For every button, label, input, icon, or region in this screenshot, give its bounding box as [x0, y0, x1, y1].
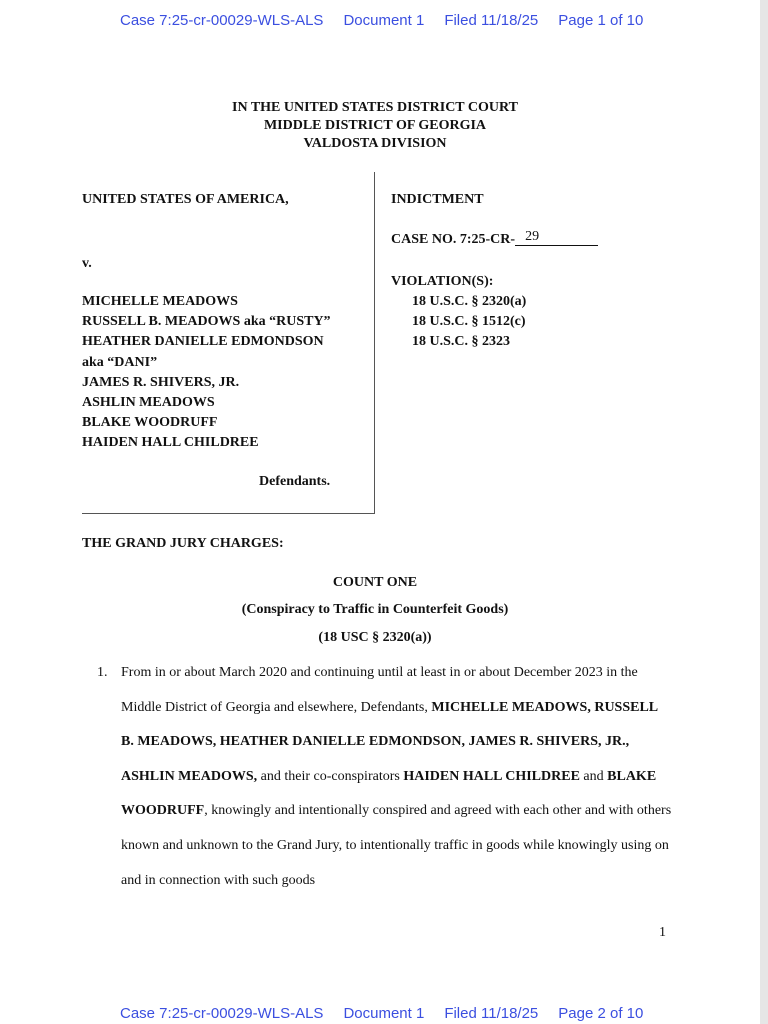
- defendant-name: HAIDEN HALL CHILDREE: [82, 435, 259, 451]
- defendant-name: aka “DANI”: [82, 354, 158, 370]
- grand-jury-charges-heading: THE GRAND JURY CHARGES:: [82, 536, 284, 551]
- case-number-label: CASE NO. 7:25-CR-: [391, 232, 516, 247]
- paragraph-text: From in or about March 2020 and continuing until at least in or about December 2023 in the Middle District of Georgia and elsewhere, Defendants,: [121, 665, 638, 715]
- defendant-list: [82, 292, 331, 454]
- caption-divider-horizontal: [82, 513, 375, 514]
- paragraph-text: , knowingly and intentionally conspired and agreed with each other and with others known and unknown to the Grand Jury, to intentionally traffic in goods while knowingly using on and in connection with such goods: [121, 803, 672, 888]
- defendant-name: ASHLIN MEADOWS: [82, 395, 215, 411]
- violations-label: VIOLATION(S):: [391, 274, 494, 289]
- stamp-filed-date: Filed 11/18/25: [444, 12, 539, 29]
- stamp-page-number: Page 2 of 10: [558, 1005, 644, 1022]
- defendant-name: MICHELLE MEADOWS: [82, 294, 238, 309]
- paragraph-bold-names: BLAKE WOODRUFF: [121, 768, 657, 819]
- header-filing-stamp: [0, 12, 768, 29]
- court-division: VALDOSTA DIVISION: [303, 136, 447, 151]
- paragraph-1: [97, 656, 672, 898]
- court-name: IN THE UNITED STATES DISTRICT COURT: [232, 100, 518, 115]
- statute-item: 18 U.S.C. § 1512(c): [412, 314, 526, 329]
- court-heading: [0, 99, 750, 153]
- stamp-page-number: Page 1 of 10: [558, 12, 644, 29]
- violations-block: [391, 272, 526, 352]
- paragraph-number: 1.: [97, 665, 108, 680]
- count-title: COUNT ONE: [332, 575, 418, 590]
- statute-item: 18 U.S.C. § 2320(a): [412, 294, 527, 309]
- count-statute: (18 USC § 2320(a)): [318, 630, 432, 645]
- defendant-name: RUSSELL B. MEADOWS aka “RUSTY”: [82, 314, 331, 330]
- paragraph-text: and their co-conspirators: [257, 768, 404, 784]
- paragraph-text: and: [579, 768, 608, 784]
- case-number-value: 29: [515, 229, 598, 246]
- stamp-case-number: Case 7:25-cr-00029-WLS-ALS: [120, 12, 324, 29]
- count-subtitle: (Conspiracy to Traffic in Counterfeit Goods): [241, 602, 509, 617]
- statute-item: 18 U.S.C. § 2323: [412, 334, 511, 349]
- stamp-document-number: Document 1: [343, 1005, 425, 1022]
- footer-filing-stamp: [0, 1005, 768, 1022]
- caption-divider-vertical: [374, 172, 375, 513]
- stamp-case-number: Case 7:25-cr-00029-WLS-ALS: [120, 1005, 324, 1022]
- defendant-name: HEATHER DANIELLE EDMONDSON: [82, 334, 324, 350]
- stamp-filed-date: Filed 11/18/25: [444, 1005, 539, 1022]
- paragraph-body: [121, 656, 672, 898]
- versus-label: v.: [82, 256, 92, 271]
- court-district: MIDDLE DISTRICT OF GEORGIA: [263, 118, 487, 133]
- defendant-name: BLAKE WOODRUFF: [82, 415, 218, 431]
- paragraph-bold-names: MICHELLE MEADOWS, RUSSELL B. MEADOWS, HEATHER DANIELLE EDMONDSON, JAMES R. SHIVERS, JR., ASHLIN MEADOWS,: [121, 699, 658, 784]
- vertical-scrollbar[interactable]: [760, 0, 768, 1024]
- stamp-document-number: Document 1: [343, 12, 425, 29]
- indictment-title: INDICTMENT: [391, 192, 484, 207]
- page-number: 1: [659, 925, 666, 940]
- plaintiff-name: UNITED STATES OF AMERICA,: [82, 192, 289, 207]
- case-number: [391, 231, 598, 248]
- paragraph-bold-names: HAIDEN HALL CHILDREE: [403, 768, 580, 784]
- defendants-label: Defendants.: [259, 474, 331, 489]
- defendant-name: JAMES R. SHIVERS, JR.: [82, 374, 240, 390]
